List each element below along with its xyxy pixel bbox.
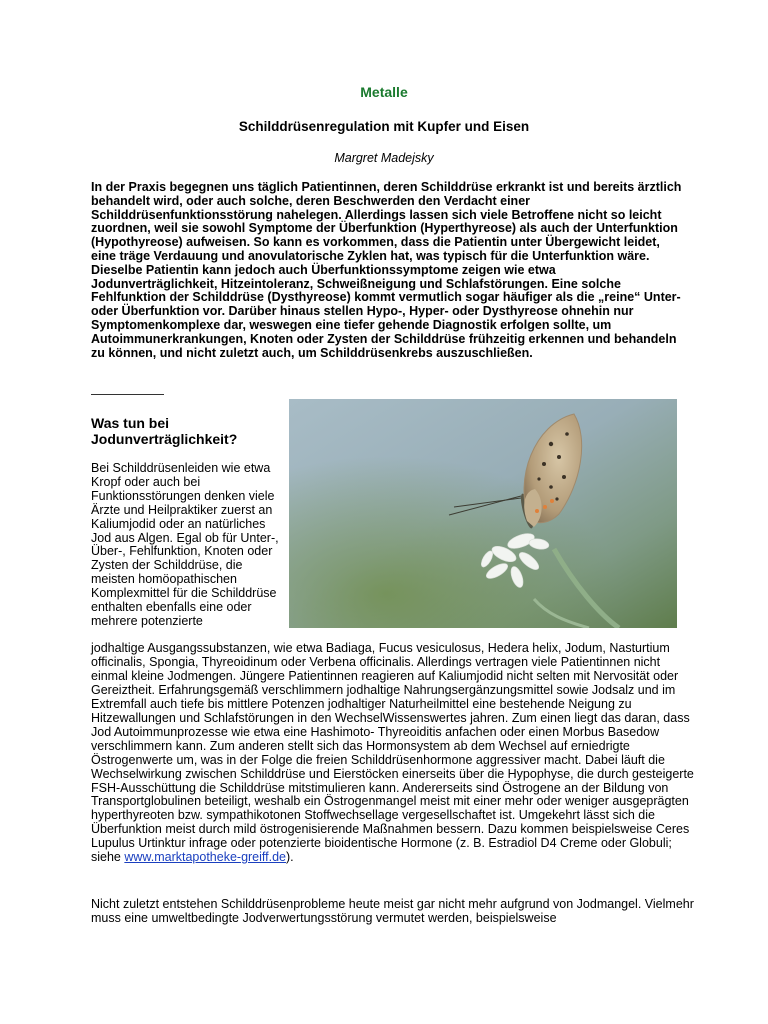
lead-paragraph: In der Praxis begegnen uns täglich Patientinnen, deren Schilddrüse erkrankt ist und bereits ärztlich behandelt wird, oder auch solche, deren Beschwerden den Verdacht einer Schilddrüsenfunktionsstörung nahelegen. Allerdings lassen sich viele Betroffene nicht so leicht zuordnen, weil sie sowohl Symptome der Überfunktion (Hyperthyreose) als auch der Unterfunktion (Hypothyreose) aufweisen. So kann es vorkommen, dass die Patientin unter Übergewicht leidet, eine träge Verdauung und anovulatorische Zyklen hat, was typisch für die Unterfunktion wäre. Dieselbe Patientin kann jedoch auch Überfunktionssymptome zeigen wie etwa Jodunverträglichkeit, Hitzeintoleranz, Schweißneigung und Schlafstörungen. Eine solche Fehlfunktion der Schilddrüse (Dysthyreose) kommt vermutlich sogar häufiger als die „reine“ Unter- oder Überfunktion vor. Darüber hinaus stellen Hypo-, Hyper- oder Dysthyreose ohnehin nur Symptomenkomplexe dar, weswegen eine tiefer gehende Diagnostik erfolgen sollte, um Autoimmunerkrankungen, Knoten oder Zysten der Schilddrüse frühzeitig erkennen und behandeln zu können, und nicht zuletzt auch, um Schilddrüsenkrebs auszuschließen. (91, 180, 682, 360)
section-divider (91, 394, 164, 395)
body-text-part: jodhaltige Ausgangssubstanzen, wie etwa Badiaga, Fucus vesiculosus, Hedera helix, Jodum, Nasturtium officinalis, Spongia, Thyreoidinum oder Verbena officinalis. Allerdings vertragen viele Patientinnen nicht einmal kleine Jodmengen. Jüngere Patientinnen reagieren auf Kaliumjodid nicht selten mit Nervosität oder Gereiztheit. Erfahrungsgemäß verschlimmern jodhaltige Nahrungsergänzungsmittel sowie Jodsalz und im Extremfall auch tiefe bis mittlere Potenzen jodhaltiger Naturheilmittel eine bestehende Neigung zu Hitzewallungen und Schlafstörungen in den WechselWissenswertes jahren. Zum einen liegt das daran, dass Jod Autoimmunprozesse wie etwa eine Hashimoto- Thyreoiditis anfachen oder einen Morbus Basedow verschlimmern kann. Zum anderen stellt sich das Hormonsystem ab dem Wechsel auf erniedrigte Östrogenwerte um, was in der Folge die freien Schilddrüsenhormone aggressiver macht. Dabei läuft die Wechselwirkung zwischen Schilddrüse und Eierstöcken einerseits über die Hypophyse, die durch gesteigerte FSH-Ausschüttung die Schilddrüse mitstimulieren kann. Andererseits sind Östrogene an der Bildung von Transportglobulinen beteiligt, weshalb ein Östrogenmangel meist mit einer mehr oder weniger ausgeprägten hyperthyreoten bzw. sympathikotonen Stoffwechsellage vergesellschaftet ist. Umgekehrt lässt sich die Überfunktion meist durch mild östrogenisierende Maßnahmen bessern. Dazu kommen beispielsweise Ceres Lupulus Urtinktur infrage oder potenzierte bioidentische Hormone (z. B. Estradiol D4 Creme oder Globuli; siehe (91, 641, 694, 865)
body-text-end: ). (286, 850, 294, 865)
butterfly-photo (289, 399, 677, 628)
column-paragraph: Bei Schilddrüsenleiden wie etwa Kropf oder auch bei Funktionsstörungen denken viele Ärzte und Heilpraktiker zuerst an Kaliumjodid oder an natürliches Jod aus Algen. Egal ob für Unter-, Über-, Fehlfunktion, Knoten oder Zysten der Schilddrüse, die meisten homöopathischen Komplexmittel für die Schilddrüse enthalten ebenfalls eine oder mehrere potenzierte (91, 461, 279, 628)
body-paragraph (91, 642, 695, 865)
author-name: Margret Madejsky (334, 151, 434, 165)
pharmacy-link[interactable]: www.marktapotheke-greiff.de (124, 850, 287, 865)
category-title: Metalle (360, 84, 408, 100)
article-title: Schilddrüsenregulation mit Kupfer und Eisen (238, 119, 530, 134)
closing-paragraph: Nicht zuletzt entstehen Schilddrüsenprobleme heute meist gar nicht mehr aufgrund von Jodmangel. Vielmehr muss eine umweltbedingte Jodverwertungsstörung vermutet werden, beispielsweise (91, 897, 694, 925)
section-heading: Was tun bei Jodunverträglichkeit? (91, 415, 238, 447)
